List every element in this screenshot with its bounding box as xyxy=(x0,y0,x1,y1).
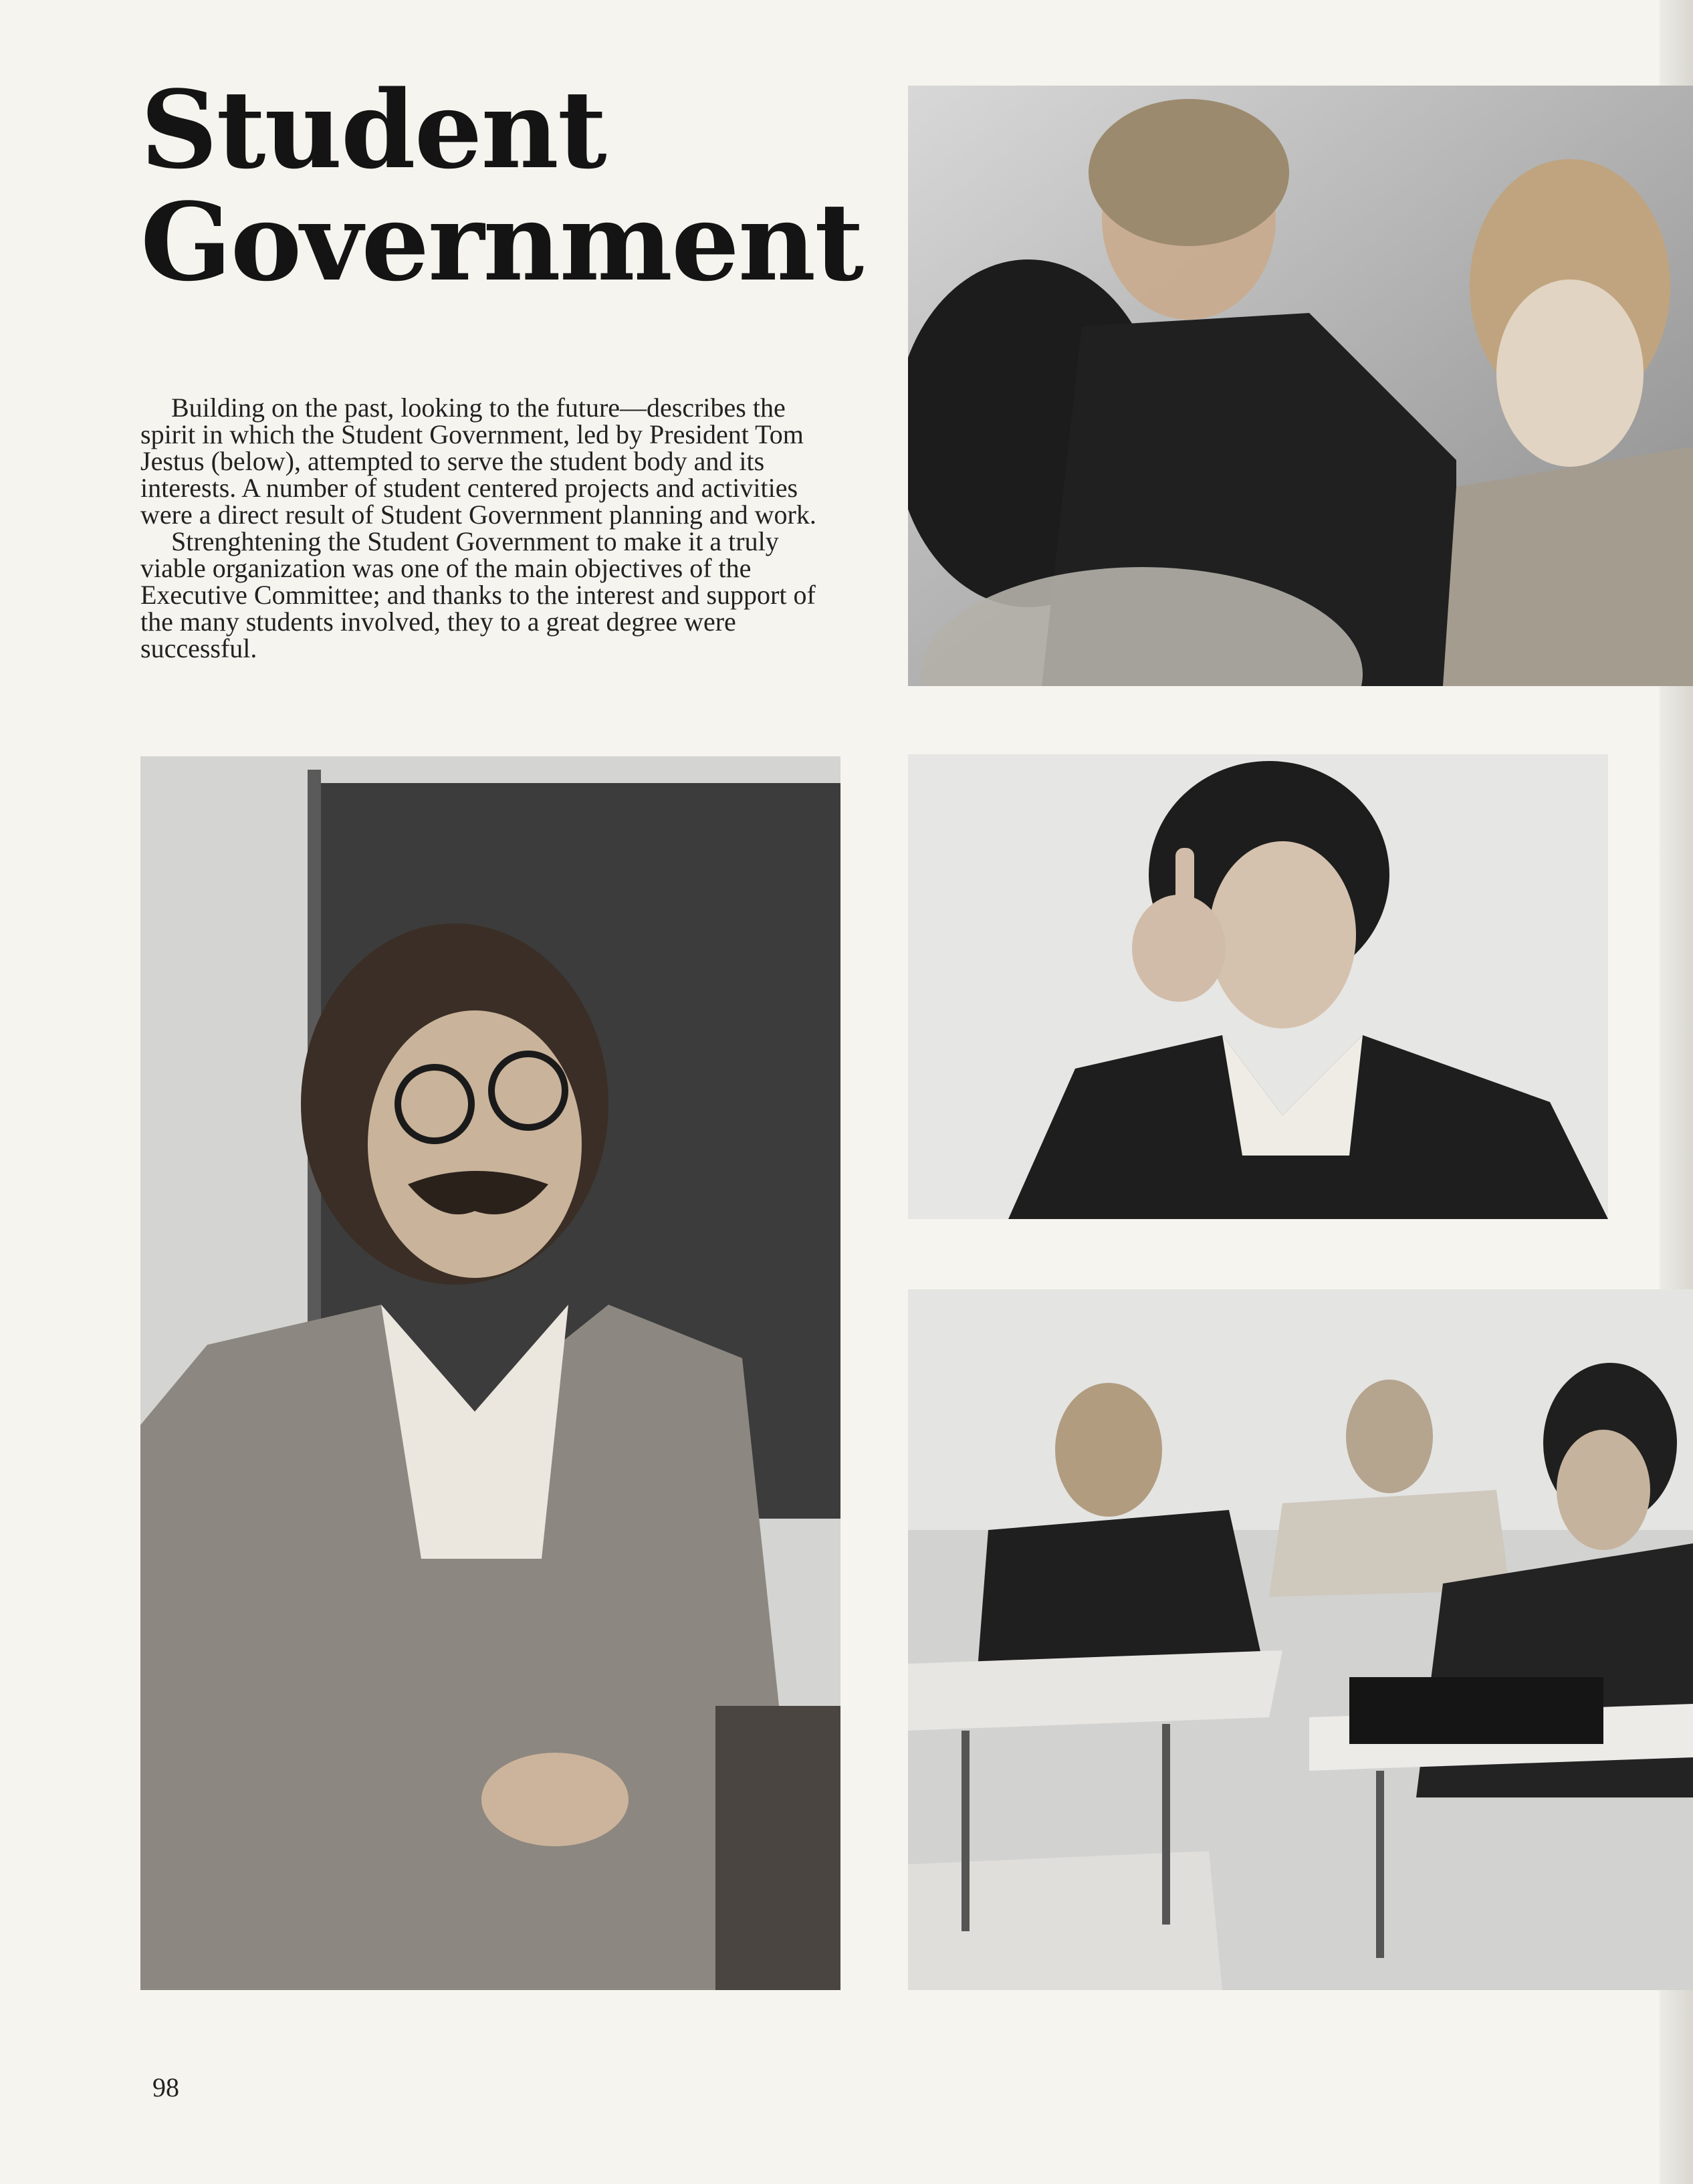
photo-students-meeting xyxy=(908,86,1693,686)
page-title xyxy=(140,67,876,305)
photo-president-speaking xyxy=(140,756,840,1990)
title-line-2: Government xyxy=(140,179,863,305)
paragraph-1: Building on the past, looking to the future—describes the spirit in which the Student Government, led by President Tom Jestus (below), attempted to serve the student body and its interests. A number of student centered projects and activities were a direct result of Student Government planning and work. xyxy=(140,393,816,530)
paragraph-2: Strenghtening the Student Government to make it a truly viable organization was one of the main objectives of the Executive Committee; and thanks to the interest and support of the many students involved, they to a great degree were successful. xyxy=(140,526,816,663)
article-body xyxy=(140,395,842,662)
title-line-1: Student xyxy=(140,67,606,193)
photo-student-pointing xyxy=(908,754,1608,1219)
photo-classroom-desks xyxy=(908,1289,1693,1990)
page-number: 98 xyxy=(152,2072,179,2102)
